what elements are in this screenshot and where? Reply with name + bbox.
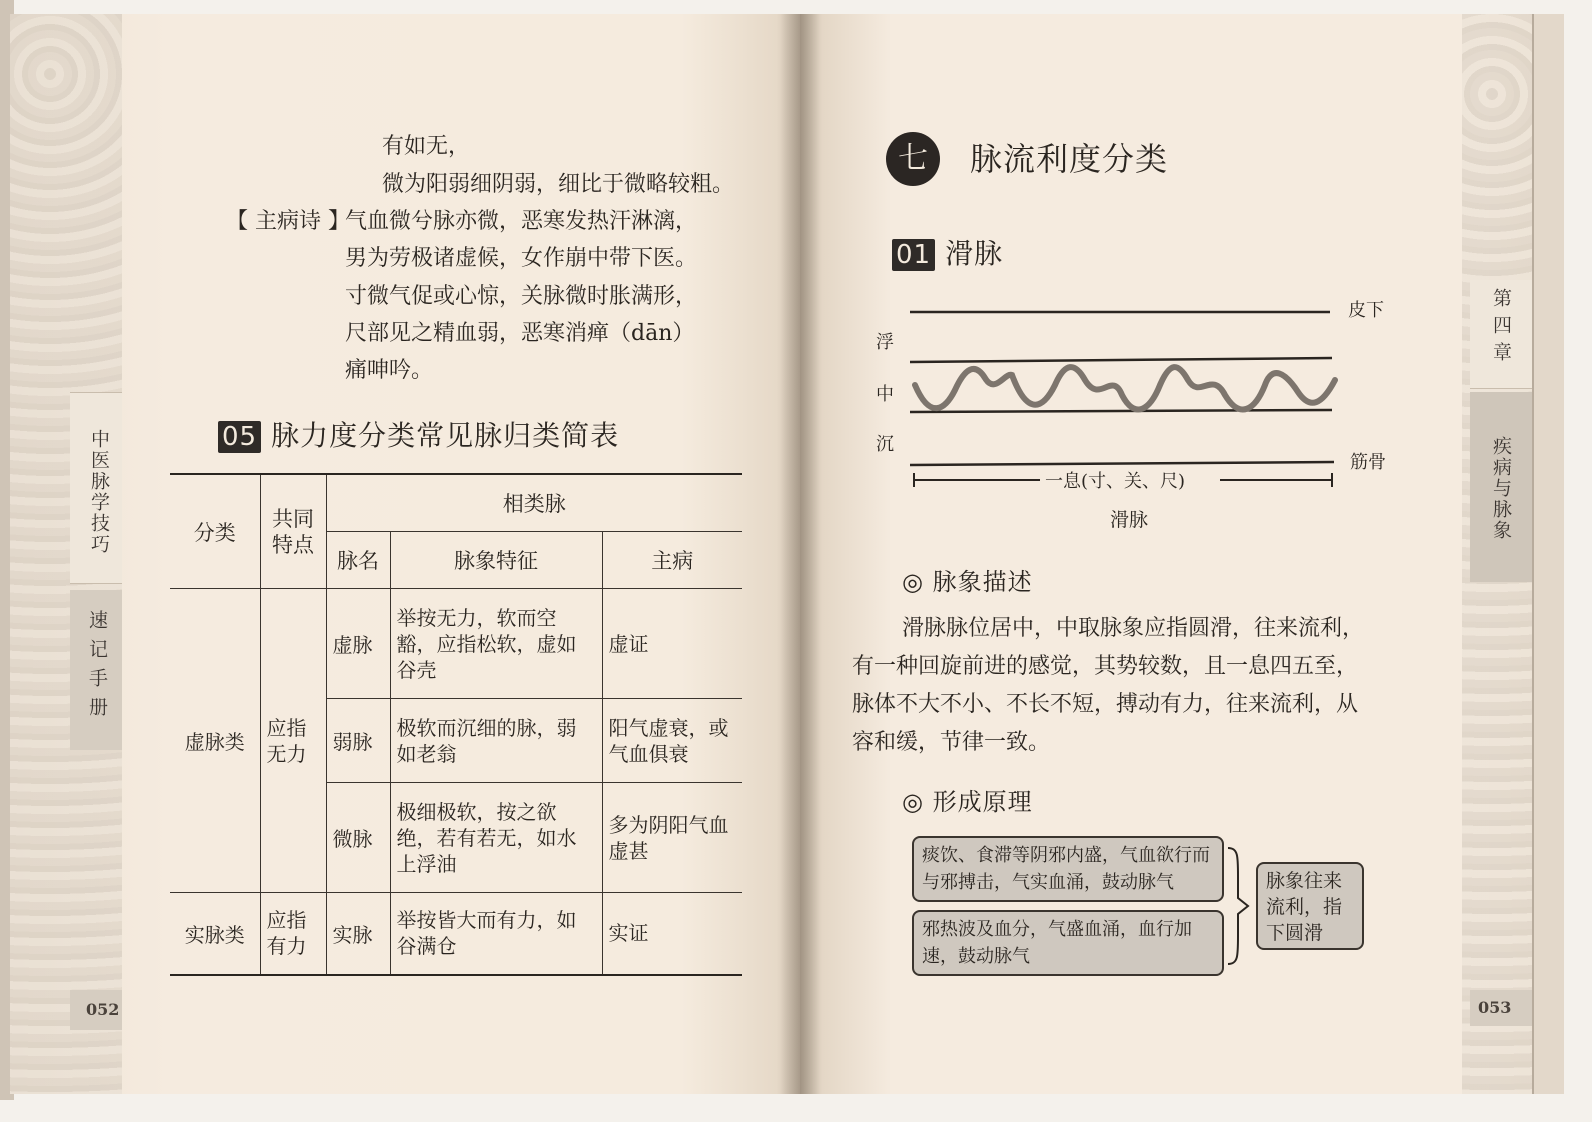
section-title-05: 脉力度分类常见脉归类简表 [271,419,620,452]
side-tab-chapter [1470,280,1532,389]
breath-label: 一息(寸、关、尺) [1045,471,1186,492]
section-heading-05 [218,414,619,454]
pulse-strength-table [170,473,742,976]
line-upper-mid [910,358,1332,362]
poem-line-2: 微为阳弱细阴弱，细比于微略较粗。 [382,172,735,197]
line-bone [910,462,1334,465]
zhubingshi-line-1: 气血微兮脉亦微，恶寒发热汗淋漓， [345,209,698,234]
side-subtitle: 速记手册 [86,610,108,726]
desc-line-1: 滑脉脉位居中，中取脉象应指圆滑，往来流利， [902,616,1365,641]
zhubingshi-line-2: 男为劳极诸虚候，女作崩中带下医。 [345,246,698,271]
label-fu: 浮 [876,332,894,353]
page-number-tab-right [1470,990,1532,1026]
desc-line-4: 容和缓，节律一致。 [852,730,1051,755]
td-disease: 虚证 [602,589,742,699]
th-common: 共同特点 [260,474,326,589]
td-category-deficient: 虚脉类 [170,589,260,893]
td-common-excess: 应指有力 [260,893,326,975]
slippery-pulse-diagram [860,290,1386,540]
spine-shadow [780,14,820,1094]
poem-line-1: 有如无， [382,134,471,159]
td-disease: 多为阴阳气血虚甚 [602,783,742,893]
side-topic: 疾病与脉象 [1490,436,1512,541]
td-feature: 举按无力，软而空豁，应指松软，虚如谷壳 [390,589,602,699]
td-disease: 实证 [602,893,742,975]
td-feature: 极细极软，按之欲绝，若有若无，如水上浮油 [390,783,602,893]
label-zhong: 中 [876,384,894,405]
page-edge-right [1532,14,1564,1094]
desc-line-2: 有一种回旋前进的感觉，其势较数，且一息四五至， [852,654,1359,679]
page-number-left: 052 [86,1000,120,1019]
section-heading-01 [892,232,1003,272]
desc-heading: ◎ 脉象描述 [902,568,1033,596]
td-category-excess: 实脉类 [170,893,260,975]
th-category: 分类 [170,474,260,589]
table-row [170,589,742,699]
zhubingshi-line-5: 痛呻吟。 [345,358,434,383]
td-name: 弱脉 [326,699,390,783]
chapter-title: 脉流利度分类 [970,140,1169,178]
td-common-deficient: 应指无力 [260,589,326,893]
section-number-01: 01 [892,239,935,271]
result-box: 脉象往来流利，指下圆滑 [1256,862,1364,950]
principle-heading: ◎ 形成原理 [902,788,1033,816]
td-feature: 举按皆大而有力，如谷满仓 [390,893,602,975]
page-number-right: 053 [1478,998,1512,1017]
section-title-01: 滑脉 [945,237,1004,270]
chapter-number-badge: 七 [886,132,940,186]
td-feature: 极软而沉细的脉，弱如老翁 [390,699,602,783]
line-lower-mid [910,410,1332,412]
side-tab-title [70,392,122,584]
td-name: 虚脉 [326,589,390,699]
desc-line-3: 脉体不大不小、不长不短，搏动有力，往来流利，从 [852,692,1359,717]
label-bone: 筋骨 [1350,452,1386,473]
td-name: 实脉 [326,893,390,975]
th-similar: 相类脉 [326,474,742,532]
side-title: 中医脉学技巧 [88,429,110,555]
table-row [170,893,742,975]
zhubingshi-line-3: 寸微气促或心惊，关脉微时胀满形， [345,284,698,309]
zhubingshi-label: 【 主病诗 】 [226,209,350,234]
label-skin: 皮下 [1348,300,1384,321]
th-disease: 主病 [602,532,742,589]
th-name: 脉名 [326,532,390,589]
zhubingshi-line-4: 尺部见之精血弱，恶寒消瘅（dān） [345,321,695,346]
label-chen: 沉 [876,434,894,455]
bracket-connector [1226,846,1256,966]
pulse-wave [915,367,1335,409]
page-number-tab-left [70,990,122,1030]
cause-box-1: 痰饮、食滞等阴邪内盛，气血欲行而与邪搏击，气实血涌，鼓动脉气 [912,836,1224,902]
side-chapter: 第四章 [1490,288,1512,369]
side-tab-sub [70,590,122,750]
section-number-05: 05 [218,421,261,453]
td-disease: 阳气虚衰，或气血俱衰 [602,699,742,783]
cause-box-2: 邪热波及血分，气盛血涌，血行加速，鼓动脉气 [912,910,1224,976]
diagram-caption: 滑脉 [1110,509,1149,531]
td-name: 微脉 [326,783,390,893]
side-tab-topic [1470,392,1532,582]
th-feature: 脉象特征 [390,532,602,589]
